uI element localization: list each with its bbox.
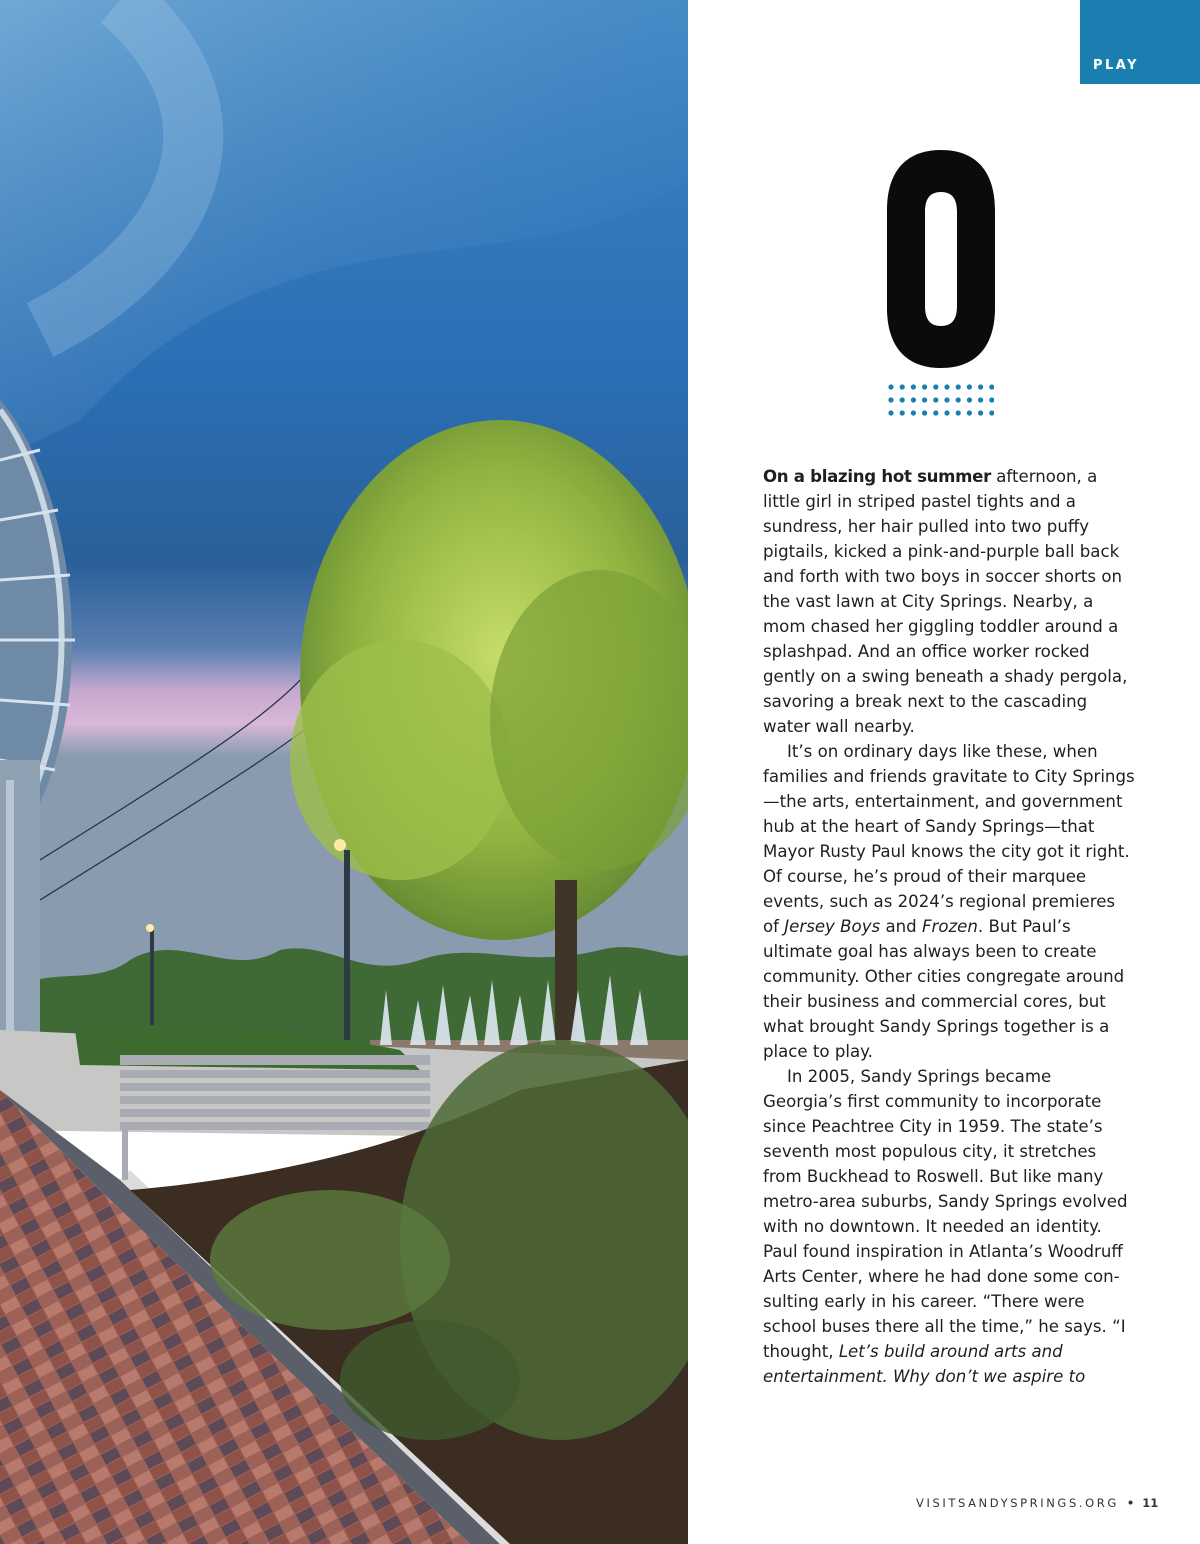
ornament-dot bbox=[900, 410, 905, 415]
ornament-dot bbox=[911, 384, 916, 389]
ornament-dot bbox=[933, 397, 938, 402]
title-frozen: Frozen bbox=[921, 917, 978, 936]
lead-in: On a blazing hot summer bbox=[763, 467, 991, 486]
ornament-dot bbox=[967, 384, 972, 389]
ornament-dot bbox=[888, 384, 893, 389]
ornament-dot bbox=[933, 410, 938, 415]
paragraph-2 bbox=[763, 739, 1135, 1064]
ornament-dot bbox=[944, 410, 949, 415]
ornament-dot bbox=[989, 410, 994, 415]
ornament-dot bbox=[967, 410, 972, 415]
ornament-dot bbox=[933, 384, 938, 389]
ornament-dot bbox=[888, 397, 893, 402]
ornament-dot bbox=[911, 410, 916, 415]
ornament-dot bbox=[978, 397, 983, 402]
paragraph-2-text-a: It’s on ordinary days like these, when families and friends gravitate to City Springs—the arts, entertainment, and government hub at the heart of Sandy Springs—that Mayor Rusty Paul knows the city got it right. Of course, he’s proud of their marquee events, such as 2024’s regional premieres of bbox=[763, 742, 1135, 936]
ornament-dot bbox=[967, 397, 972, 402]
ornament-dot bbox=[900, 397, 905, 402]
ornament-dot bbox=[978, 384, 983, 389]
page-number: 11 bbox=[1142, 1496, 1159, 1510]
paragraph-1-text: afternoon, a little girl in striped pastel tights and a sundress, her hair pulled into two puffy pigtails, kicked a pink-and-purple ball back and forth with two boys in soccer shorts on the vast lawn at City Springs. Nearby, a mom chased her giggling toddler around a splashpad. And an office worker rocked gently on a swing beneath a shady pergola, savoring a break next to the cascading water wall nearby. bbox=[763, 467, 1128, 736]
ornament-dot bbox=[922, 410, 927, 415]
paragraph-3 bbox=[763, 1064, 1135, 1389]
drop-cap-letter: O bbox=[887, 150, 888, 151]
title-jersey-boys: Jersey Boys bbox=[784, 917, 881, 936]
dot-grid-ornament bbox=[888, 384, 994, 418]
section-tab bbox=[1080, 0, 1200, 84]
ornament-dot bbox=[989, 397, 994, 402]
paragraph-2-text-b: and bbox=[880, 917, 922, 936]
footer-site: VISITSANDYSPRINGS.ORG bbox=[916, 1496, 1119, 1510]
page-footer bbox=[916, 1496, 1158, 1510]
ornament-dot bbox=[944, 384, 949, 389]
footer-separator: • bbox=[1126, 1496, 1135, 1510]
ornament-dot bbox=[944, 397, 949, 402]
ornament-dot bbox=[978, 410, 983, 415]
ornament-dot bbox=[989, 384, 994, 389]
ornament-dot bbox=[922, 397, 927, 402]
paragraph-1 bbox=[763, 464, 1135, 739]
section-tab-label: PLAY bbox=[1093, 58, 1140, 73]
ornament-dot bbox=[956, 384, 961, 389]
ornament-dot bbox=[911, 397, 916, 402]
ornament-dot bbox=[900, 384, 905, 389]
ornament-dot bbox=[956, 410, 961, 415]
ornament-dot bbox=[922, 384, 927, 389]
paragraph-2-text-c: . But Paul’s ultimate goal has always been to create community. Other cities congregate around their business and commercial cores, but what brought Sandy Springs together is a place to play. bbox=[763, 917, 1125, 1061]
ornament-dot bbox=[956, 397, 961, 402]
paragraph-3-text: In 2005, Sandy Springs became Georgia’s first community to incorporate since Peachtree City in 1959. The state’s seventh most populous city, it stretches from Buckhead to Roswell. But like many metro-area suburbs, Sandy Springs evolved with no downtown. It needed an identity. Paul found inspiration in Atlanta’s Woodruff Arts Center, where he had done some consulting early in his career. “There were school buses there all the time,” he says. “I thought, bbox=[763, 1067, 1128, 1361]
drop-cap bbox=[887, 150, 995, 368]
paragraph-3-italic: Let’s build around arts and entertainment. Why don’t we aspire to bbox=[763, 1342, 1086, 1386]
ornament-dot bbox=[888, 410, 893, 415]
article-body bbox=[763, 464, 1135, 1389]
